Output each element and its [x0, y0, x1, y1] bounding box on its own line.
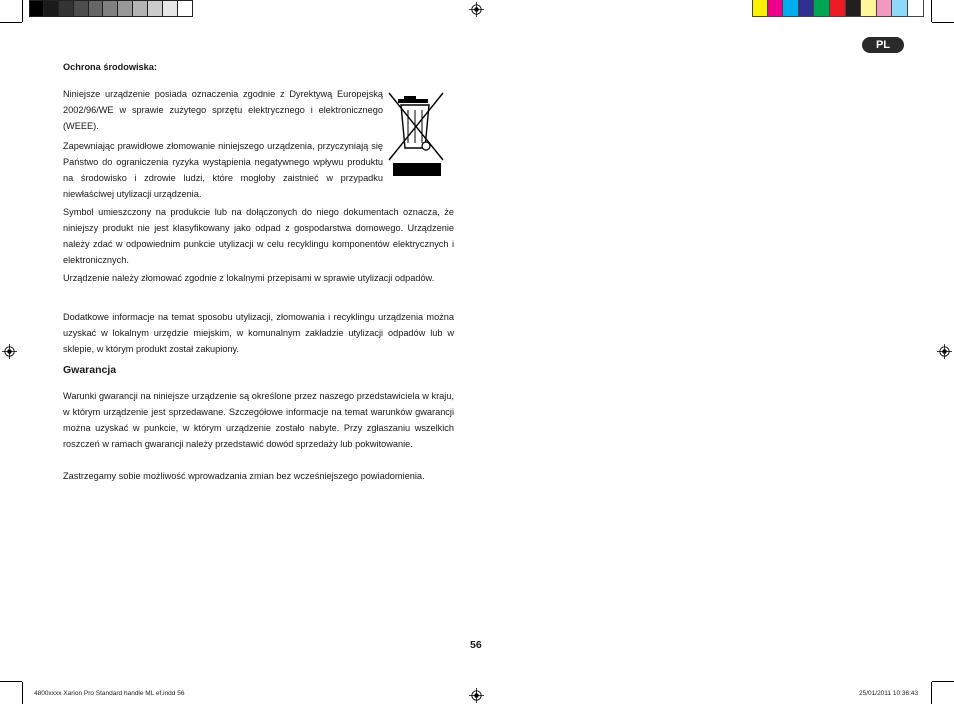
gray-swatch	[44, 0, 59, 17]
gray-swatch	[133, 0, 148, 17]
cmyk-color-bar	[752, 0, 924, 17]
warranty-paragraph: Warunki gwarancji na niniejsze urządzenie są określone przez naszego przedstawiciela w kraju, w którym urządzenie jest sprzedawane. Szczegółowe informacje na temat warunków gwarancji można uzyskać w punkcie, w którym urządzenie zostało nabyte. Przy zgłaszaniu wszelkich roszczeń w ramach gwarancji należy przedstawić dowód sprzedaży lub pokwitowanie.	[63, 391, 454, 449]
color-swatch	[752, 0, 768, 17]
crop-mark	[22, 0, 23, 22]
crop-mark	[0, 22, 22, 23]
crop-mark	[931, 0, 932, 22]
crop-mark	[932, 22, 954, 23]
color-swatch	[892, 0, 908, 17]
weee-crossed-bin-icon	[386, 90, 446, 178]
gray-swatch	[163, 0, 178, 17]
color-swatch	[830, 0, 846, 17]
footer-datetime: 25/01/2011 10:36:43	[859, 690, 919, 697]
gray-swatch	[89, 0, 104, 17]
registration-mark-icon	[2, 344, 17, 359]
color-swatch	[799, 0, 815, 17]
environment-heading: Ochrona środowiska:	[63, 62, 157, 72]
color-swatch	[846, 0, 862, 17]
color-swatch	[783, 0, 799, 17]
gray-swatch	[148, 0, 163, 17]
page-number: 56	[470, 639, 482, 651]
registration-mark-icon	[469, 688, 484, 703]
disposal-paragraph: Zapewniając prawidłowe złomowanie niniejszego urządzenia, przyczyniają się Państwo do ograniczenia ryzyka wystąpienia negatywnego wpływu produktu na środowisko i zdrowie ludzi, które mogłoby zaistnieć w przypadku niewłaściwej utylizacji urządzenia.	[63, 141, 383, 199]
local-regulations-paragraph: Urządzenie należy złomować zgodnie z lokalnymi przepisami w sprawie utylizacji odpadów.	[63, 273, 435, 283]
weee-directive-paragraph: Niniejsze urządzenie posiada oznaczenia zgodnie z Dyrektywą Europejską 2002/96/WE w sprawie zużytego sprzętu elektrycznego i elektronicznego (WEEE).	[63, 89, 383, 131]
color-swatch	[908, 0, 924, 17]
gray-swatch	[29, 0, 44, 17]
changes-notice-paragraph: Zastrzegamy sobie możliwość wprowadzania zmian bez wcześniejszego powiadomienia.	[63, 471, 425, 481]
symbol-paragraph: Symbol umieszczony na produkcie lub na dołączonych do niego dokumentach oznacza, że niniejszy produkt nie jest klasyfikowany jako odpad z gospodarstwa domowego. Urządzenie należy zdać w odpowiednim punkcie utylizacji w celu recyklingu komponentów elektrycznych i elektronicznych.	[63, 207, 454, 265]
additional-info-paragraph: Dodatkowe informacje na temat sposobu utylizacji, złomowania i recyklingu urządzenia można uzyskać w lokalnym urzędzie miejskim, w komunalnym zakładzie utylizacji odpadów lub w sklepie, w którym produkt został zakupiony.	[63, 312, 454, 354]
color-swatch	[814, 0, 830, 17]
crop-mark	[931, 682, 932, 704]
crop-mark	[932, 681, 954, 682]
footer-filename: 4800xxxx Xarion Pro Standard handle ML ef.indd 56	[34, 690, 185, 697]
grayscale-color-bar	[29, 0, 193, 17]
color-swatch	[861, 0, 877, 17]
gray-swatch	[103, 0, 118, 17]
warranty-heading: Gwarancja	[63, 364, 117, 376]
language-badge: PL	[862, 37, 904, 53]
color-swatch	[768, 0, 784, 17]
gray-swatch	[178, 0, 193, 17]
gray-swatch	[59, 0, 74, 17]
registration-mark-icon	[937, 344, 952, 359]
gray-swatch	[118, 0, 133, 17]
registration-mark-icon	[469, 2, 484, 17]
color-swatch	[877, 0, 893, 17]
gray-swatch	[74, 0, 89, 17]
crop-mark	[0, 681, 22, 682]
crop-mark	[22, 682, 23, 704]
